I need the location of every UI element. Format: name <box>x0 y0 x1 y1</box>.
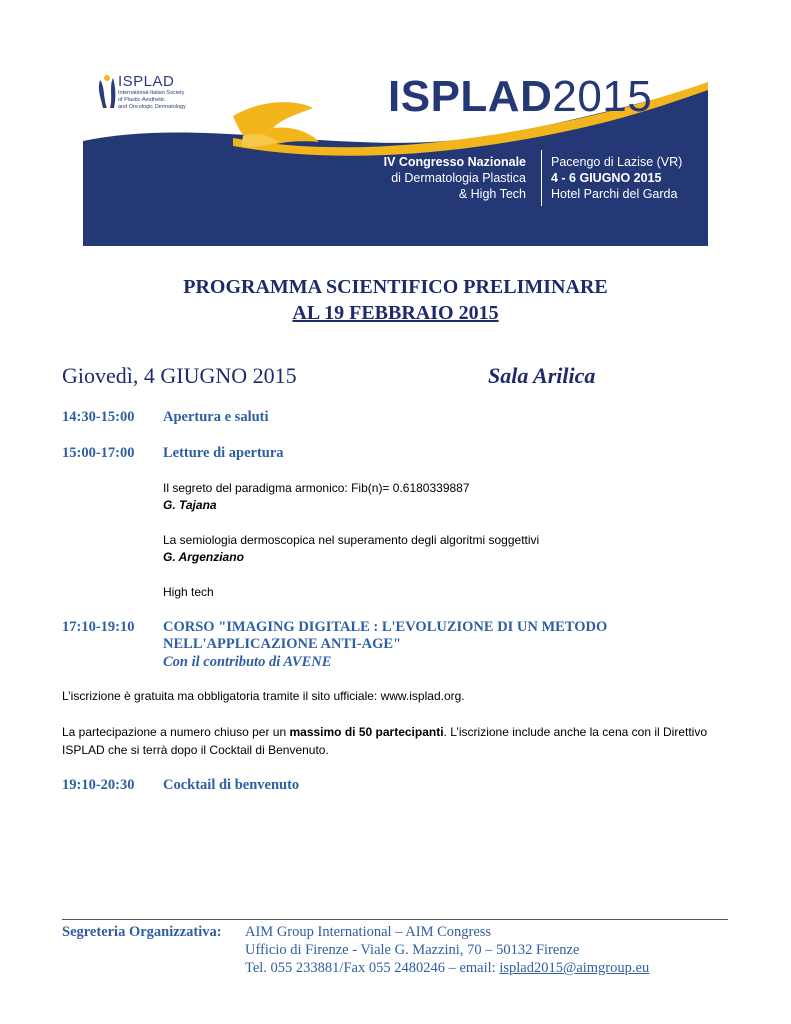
banner-divider <box>541 150 542 206</box>
slot-label-1: Apertura e saluti <box>163 409 269 425</box>
talk-title-1: Il segreto del paradigma armonico: Fib(n)= 0.6180339887 <box>163 481 470 495</box>
slot-label-4: Cocktail di benvenuto <box>163 777 300 793</box>
registration-note: L’iscrizione è gratuita ma obbligatoria tramite il sito ufficiale: www.isplad.org. <box>62 689 465 703</box>
banner-title-year: 2015 <box>552 72 653 121</box>
slot-time-2: 15:00-17:00 <box>62 445 135 461</box>
isplad-logo-text <box>118 73 208 111</box>
talk-speaker-2: G. Argenziano <box>163 550 244 564</box>
participation-before: La partecipazione a numero chiuso per un <box>62 725 290 739</box>
footer-divider <box>62 919 728 920</box>
footer-label: Segreteria Organizzativa: <box>62 924 222 940</box>
banner-left-line2: di Dermatologia Plastica <box>391 171 526 185</box>
logo-subtitle-3: and Oncologic Dermatology <box>118 104 186 110</box>
banner-title <box>388 72 652 122</box>
banner-congress-info <box>384 154 526 202</box>
banner-right-line1: Pacengo di Lazise (VR) <box>551 155 683 169</box>
footer-line3 <box>245 960 649 977</box>
footer-email-link[interactable]: isplad2015@aimgroup.eu <box>499 960 650 976</box>
footer-line2: Ufficio di Firenze - Viale G. Mazzini, 70 – 50132 Firenze <box>245 942 580 958</box>
footer-contact: Tel. 055 233881/Fax 055 2480246 – email: <box>245 960 500 976</box>
slot-time-3: 17:10-19:10 <box>62 619 135 635</box>
banner-left-line3: & High Tech <box>458 187 526 201</box>
day-heading: Giovedì, 4 GIUGNO 2015 <box>62 363 297 388</box>
room-heading: Sala Arilica <box>488 363 596 388</box>
logo-subtitle-2: of Plastic-Aesthetic <box>118 97 165 103</box>
participation-note <box>62 723 722 759</box>
slot-label-2: Letture di apertura <box>163 445 284 461</box>
banner-title-bold: ISPLAD <box>388 72 553 121</box>
logo-name: ISPLAD <box>118 73 175 90</box>
footer-line1: AIM Group International – AIM Congress <box>245 924 492 940</box>
slot-time-1: 14:30-15:00 <box>62 409 135 425</box>
participation-bold: massimo di 50 partecipanti <box>289 725 444 739</box>
participation-after: . L’iscrizione include anche la cena con il Direttivo ISPLAD che si terrà dopo il Cocktail di Benvenuto. <box>62 725 708 757</box>
banner-right-line3: Hotel Parchi del Garda <box>551 187 678 201</box>
course-title <box>163 619 683 653</box>
congress-banner <box>83 46 708 246</box>
course-title-line1: CORSO "IMAGING DIGITALE : L'EVOLUZIONE DI UN METODO <box>163 619 608 635</box>
isplad-logo-icon <box>98 75 116 112</box>
banner-venue-info <box>551 154 682 202</box>
talk-title-3: High tech <box>163 585 214 599</box>
talk-speaker-1: G. Tajana <box>163 498 217 512</box>
banner-left-line1: IV Congresso Nazionale <box>383 155 526 169</box>
slot-time-4: 19:10-20:30 <box>62 777 135 793</box>
course-title-line2: NELL'APPLICAZIONE ANTI-AGE" <box>163 636 402 652</box>
talk-title-2: La semiologia dermoscopica nel superamento degli algoritmi soggettivi <box>163 533 540 547</box>
banner-right-line2: 4 - 6 GIUGNO 2015 <box>551 171 662 185</box>
course-sponsor: Con il contributo di AVENE <box>163 654 332 670</box>
logo-subtitle-1: International-Italian Society <box>118 90 185 96</box>
program-title: PROGRAMMA SCIENTIFICO PRELIMINARE <box>183 276 608 298</box>
program-date-title: AL 19 FEBBRAIO 2015 <box>292 302 499 324</box>
